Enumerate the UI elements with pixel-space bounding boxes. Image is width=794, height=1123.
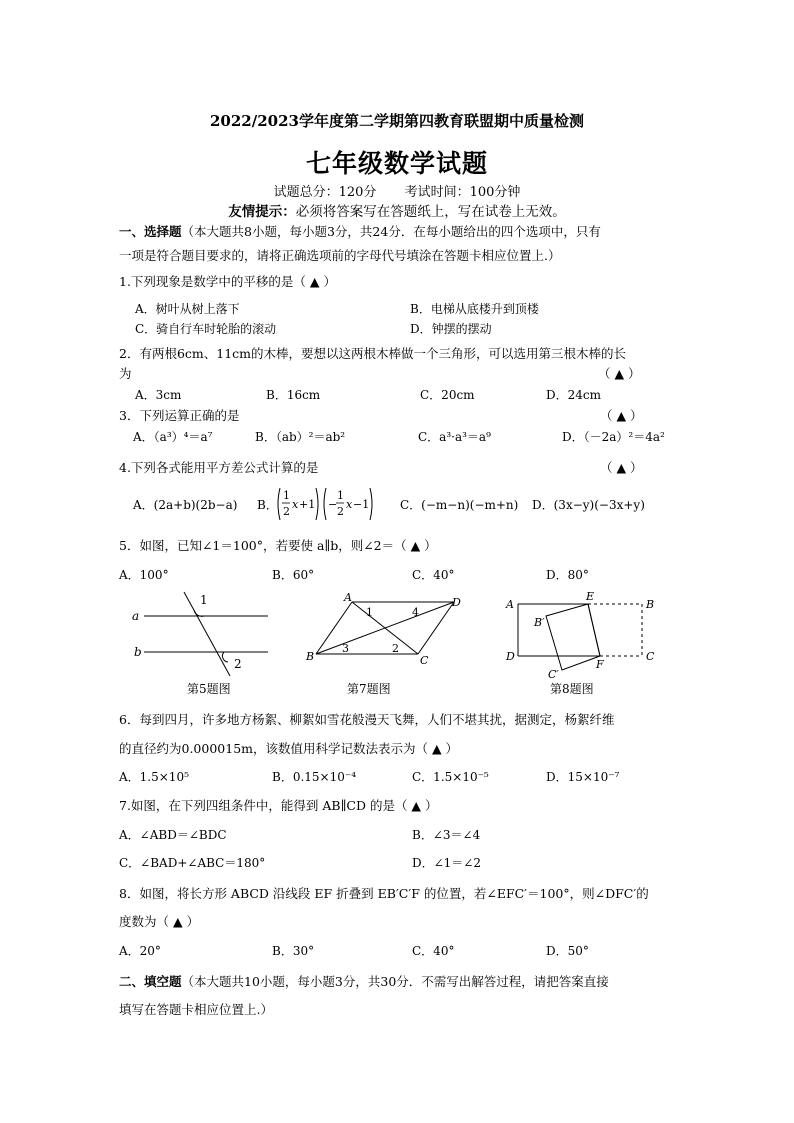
svg-text:x: x — [292, 498, 299, 511]
q1-option-a: A．树叶从树上落下 — [135, 302, 240, 316]
svg-text:2: 2 — [337, 505, 344, 518]
q5-option-c: C．40° — [412, 568, 455, 582]
svg-text:3: 3 — [342, 642, 349, 655]
section2-desc-2: 填写在答题卡相应位置上.） — [119, 1002, 273, 1017]
section2-desc-1: （本大题共10小题，每小题3分，共30分．不需写出解答过程，请把答案直接 — [181, 974, 609, 989]
q1-option-b: B．电梯从底楼升到顶楼 — [410, 302, 539, 316]
figure-8-caption: 第8题图 — [550, 682, 594, 696]
q3-option-a: A．（a³）⁴＝a⁷ — [133, 430, 213, 444]
svg-text:A: A — [506, 598, 514, 611]
section1-heading: 一、选择题 — [119, 224, 182, 239]
total-score: 试题总分：120分 — [273, 185, 377, 200]
svg-text:1: 1 — [200, 593, 208, 607]
q6-stem-2: 的直径约为0.000015m，该数值用科学记数法表示为（ ▲ ） — [119, 741, 459, 756]
figure-7-diagram — [300, 592, 470, 672]
svg-text:C: C — [420, 654, 429, 667]
q2-option-d: D．24cm — [546, 388, 601, 402]
q2-stem-1: 2．有两根6cm、11cm的木棒，要想以这两根木棒做一个三角形，可以选用第三根木棒的长 — [119, 346, 627, 361]
svg-text:−: − — [328, 498, 338, 511]
exam-time: 考试时间：100分钟 — [404, 185, 521, 200]
q7-option-b: B．∠3＝∠4 — [412, 828, 481, 842]
section1-desc-2: 一项是符合题目要求的，请将正确选项前的字母代号填涂在答题卡相应位置上.） — [119, 248, 561, 263]
svg-text:E: E — [586, 590, 595, 603]
q6-option-c: C．1.5×10⁻⁵ — [412, 770, 489, 784]
section1-line1 — [119, 222, 601, 240]
q1-stem: 1.下列现象是数学中的平移的是（ ▲ ） — [119, 274, 336, 289]
q6-stem-1: 6．每到四月，许多地方杨絮、柳絮如雪花般漫天飞舞，人们不堪其扰，据测定，杨絮纤维 — [119, 712, 615, 727]
q7-option-d: D．∠1＝∠2 — [412, 856, 482, 870]
svg-text:2: 2 — [283, 505, 290, 518]
q2-option-b: B．16cm — [266, 388, 321, 402]
svg-text:2: 2 — [392, 642, 399, 655]
q3-answer-blank: （ ▲ ） — [600, 408, 643, 423]
q2-stem-2: 为 — [119, 366, 132, 381]
q3-option-b: B．（ab）²＝ab² — [255, 430, 346, 444]
section2-line1 — [119, 972, 609, 990]
exam-subject-title: 七年级数学试题 — [305, 149, 488, 178]
svg-text:D: D — [506, 650, 515, 663]
q5-option-a: A．100° — [119, 568, 169, 582]
q8-option-a: A．20° — [119, 944, 161, 958]
tip-label: 友情提示： — [228, 204, 296, 220]
q8-stem-2: 度数为（ ▲ ） — [119, 914, 200, 929]
svg-text:B: B — [646, 598, 655, 611]
svg-text:−1: −1 — [353, 498, 370, 511]
svg-text:B: B — [306, 650, 315, 663]
q8-option-c: C．40° — [412, 944, 455, 958]
svg-text:b: b — [134, 645, 142, 659]
q4-option-b-formula — [276, 484, 386, 524]
friendly-tip — [0, 200, 794, 220]
svg-text:A: A — [344, 592, 352, 604]
svg-text:a: a — [132, 609, 140, 623]
svg-text:x: x — [346, 498, 353, 511]
svg-text:1: 1 — [366, 606, 373, 619]
figure-7-caption: 第7题图 — [347, 682, 391, 696]
q8-option-b: B．30° — [272, 944, 315, 958]
q2-answer-blank: （ ▲ ） — [598, 366, 641, 381]
q7-option-a: A．∠ABD＝∠BDC — [119, 828, 227, 842]
q7-stem: 7.如图，在下列四组条件中，能得到 AB∥CD 的是（ ▲ ） — [119, 798, 438, 813]
q5-option-d: D．80° — [546, 568, 589, 582]
svg-text:1: 1 — [337, 489, 344, 502]
q8-stem-1: 8．如图，将长方形 ABCD 沿线段 EF 折叠到 EB′C′F 的位置，若∠EFC′＝100°，则∠DFC′的 — [119, 886, 649, 901]
q2-option-c: C．20cm — [420, 388, 475, 402]
q3-option-d: D．（－2a）²＝4a² — [562, 430, 665, 444]
q1-option-c: C．骑自行车时轮胎的滚动 — [135, 322, 277, 336]
exam-meta — [0, 181, 794, 200]
q6-option-b: B．0.15×10⁻⁴ — [272, 770, 357, 784]
section2-heading: 二、填空题 — [119, 974, 182, 989]
q3-option-c: C．a³·a³＝a⁹ — [418, 430, 491, 444]
svg-text:B′: B′ — [534, 616, 545, 629]
q4-option-c: C．(−m−n)(−m+n) — [400, 498, 519, 512]
svg-text:+1: +1 — [299, 498, 316, 511]
svg-text:C′: C′ — [548, 668, 559, 681]
q6-option-a: A．1.5×10⁵ — [119, 770, 189, 784]
q4-option-b-label: B． — [257, 498, 278, 512]
q4-option-d: D．(3x−y)(−3x+y) — [532, 498, 645, 512]
svg-text:1: 1 — [283, 489, 290, 502]
svg-text:C: C — [646, 650, 655, 663]
svg-text:F: F — [596, 658, 604, 671]
q2-option-a: A．3cm — [135, 388, 182, 402]
svg-text:4: 4 — [412, 606, 419, 619]
section1-desc-1: （本大题共8小题，每小题3分，共24分．在每小题给出的四个选项中，只有 — [181, 224, 601, 239]
tip-text: 必须将答案写在答题纸上，写在试卷上无效。 — [295, 204, 566, 220]
q7-option-c: C．∠BAD+∠ABC＝180° — [119, 856, 266, 870]
svg-text:2: 2 — [234, 657, 242, 671]
figure-8-diagram — [500, 590, 670, 682]
q1-option-d: D．钟摆的摆动 — [410, 322, 492, 336]
figure-5-diagram — [126, 590, 276, 680]
figure-5-caption: 第5题图 — [187, 682, 231, 696]
q5-stem: 5．如图，已知∠1＝100°，若要使 a∥b，则∠2＝（ ▲ ） — [119, 538, 437, 553]
q5-option-b: B．60° — [272, 568, 315, 582]
q8-option-d: D．50° — [546, 944, 589, 958]
q6-option-d: D．15×10⁻⁷ — [546, 770, 620, 784]
exam-header-title: 2022/2023学年度第二学期第四教育联盟期中质量检测 — [210, 112, 584, 130]
q3-stem: 3．下列运算正确的是 — [119, 408, 240, 423]
q4-answer-blank: （ ▲ ） — [600, 460, 643, 475]
svg-text:D: D — [452, 596, 461, 609]
q4-option-a: A．(2a+b)(2b−a) — [133, 498, 238, 512]
q4-stem: 4.下列各式能用平方差公式计算的是 — [119, 460, 319, 475]
